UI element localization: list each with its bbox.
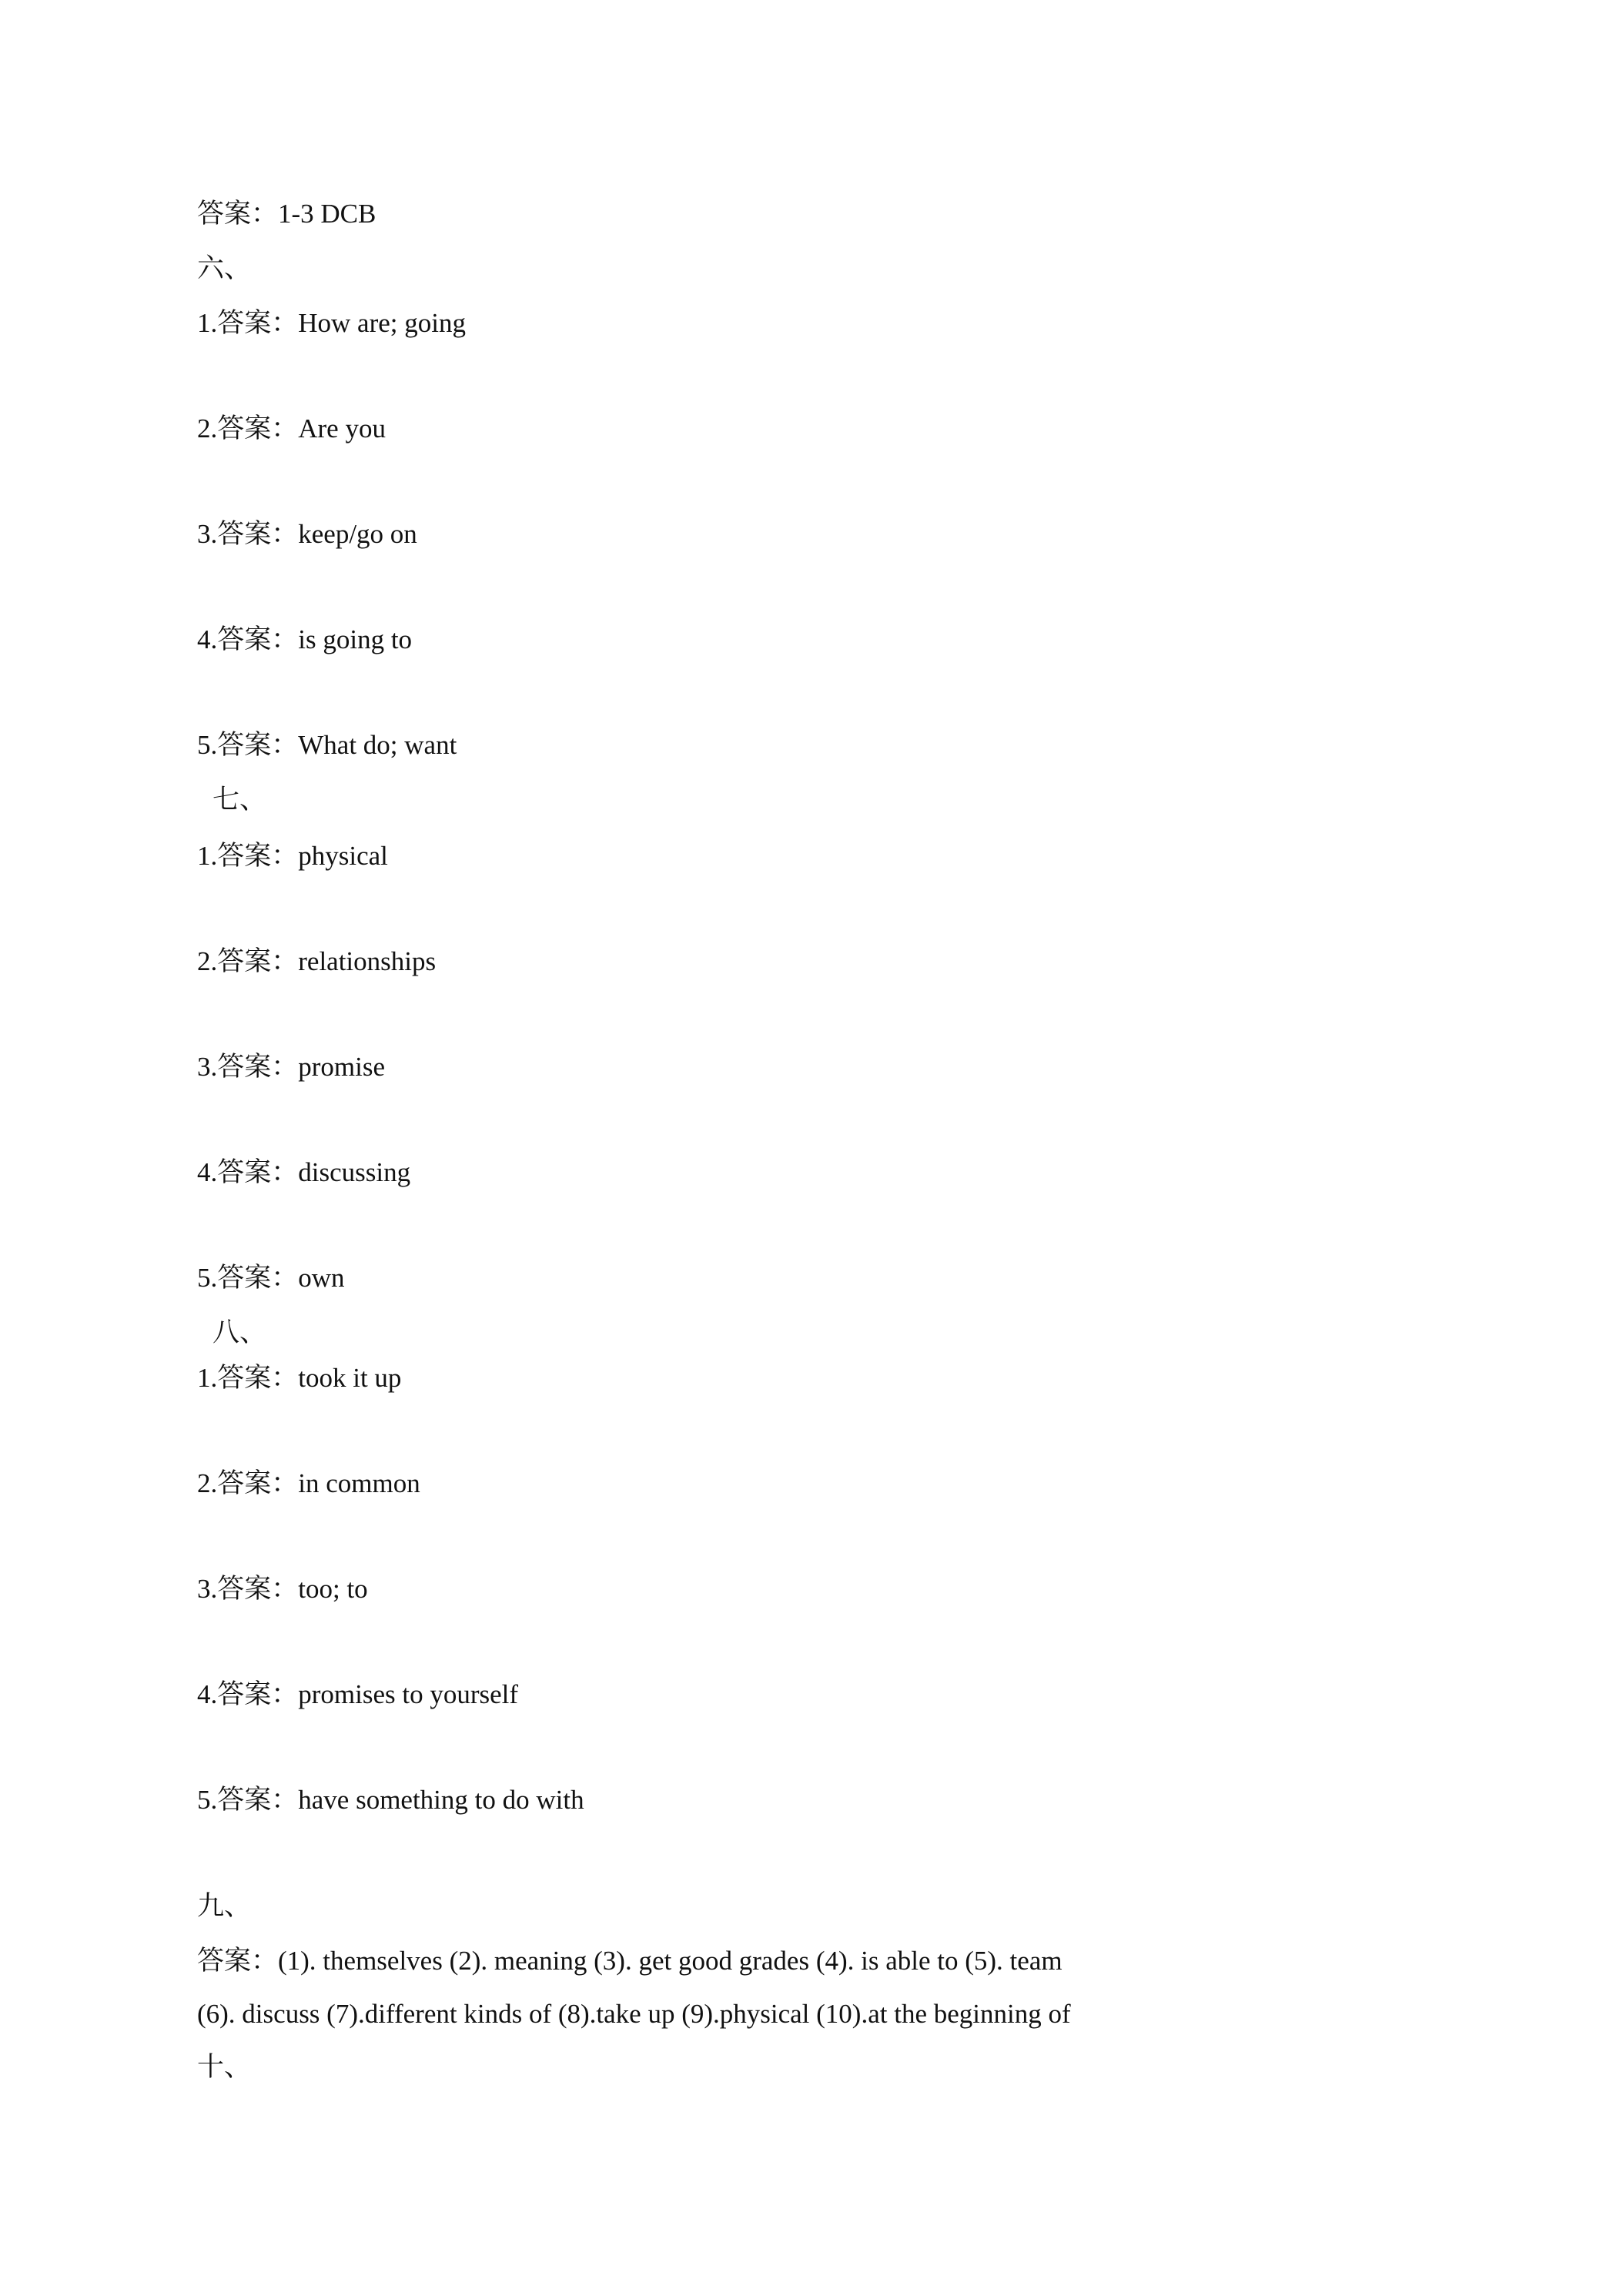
answer-line: 5.答案：What do; want — [197, 730, 457, 760]
section-heading-10: 十、 — [197, 2052, 252, 2082]
answer-line: 2.答案：Are you — [197, 413, 386, 443]
answer-line: 2.答案：relationships — [197, 946, 437, 976]
answer-line: (6). discuss (7).different kinds of (8).take up (9).physical (10).at the beginning of — [197, 1999, 1071, 2029]
answer-line: 1.答案：physical — [197, 841, 388, 871]
answer-line: 4.答案：promises to yourself — [197, 1679, 519, 1709]
answer-line: 5.答案：have something to do with — [197, 1785, 584, 1815]
answer-line: 1.答案：How are; going — [197, 308, 466, 338]
section-heading-8: 八、 — [212, 1317, 267, 1347]
section-heading-7: 七、 — [212, 785, 267, 815]
answer-line: 2.答案：in common — [197, 1468, 420, 1498]
answer-line: 3.答案：promise — [197, 1052, 386, 1082]
answer-line: 答案：(1). themselves (2). meaning (3). get good grades (4). is able to (5). team — [197, 1946, 1062, 1976]
answer-line: 1.答案：took it up — [197, 1363, 402, 1393]
answer-line: 答案：1-3 DCB — [197, 199, 376, 229]
section-heading-6: 六、 — [197, 253, 252, 283]
answer-line: 3.答案：keep/go on — [197, 519, 417, 549]
answer-line: 5.答案：own — [197, 1263, 345, 1293]
answer-line: 4.答案：is going to — [197, 624, 413, 654]
answer-line: 4.答案：discussing — [197, 1157, 411, 1187]
section-heading-9: 九、 — [197, 1891, 252, 1921]
answer-line: 3.答案：too; to — [197, 1574, 368, 1604]
